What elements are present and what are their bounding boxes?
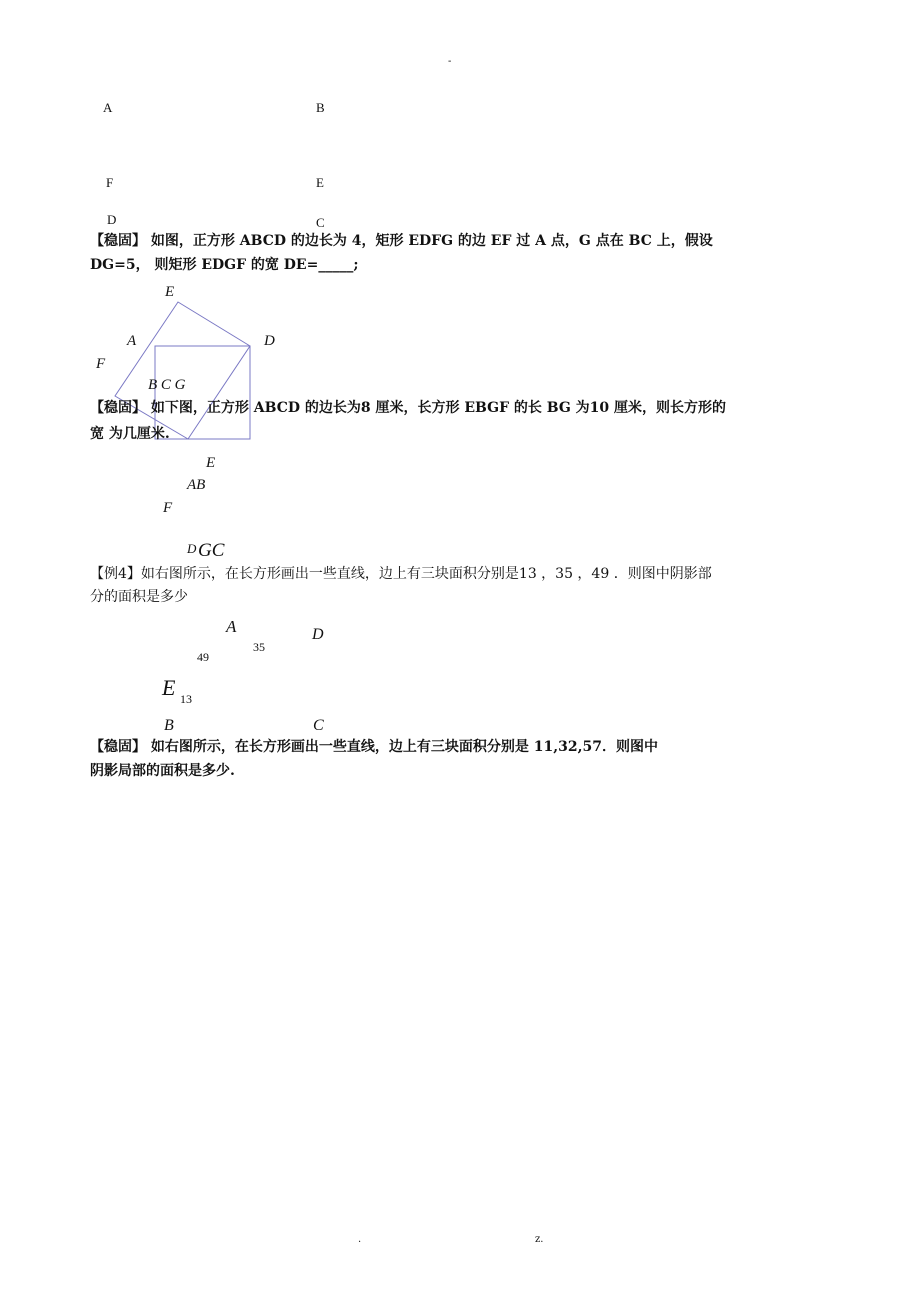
label-a: A <box>127 333 137 349</box>
label-b: B <box>316 100 325 115</box>
area-13: 13 <box>180 692 192 706</box>
problem-1-line-1: 【稳固】 如图，正方形 ABCD 的边长为 4，矩形 EDFG 的边 EF 过 A 点，G 点在 BC 上，假设 <box>90 233 713 249</box>
footer-right: z. <box>535 1234 544 1245</box>
label-c: C <box>313 717 324 734</box>
label-ab: AB <box>187 477 206 493</box>
label-c: C <box>316 215 325 230</box>
label-e: E <box>165 284 175 300</box>
area-49: 49 <box>197 650 209 664</box>
footer-left: . <box>358 1234 362 1245</box>
label-b: B <box>164 717 174 734</box>
problem-1-line-2: DG=5， 则矩形 EDGF 的宽 DE=_____; <box>90 257 359 273</box>
label-f: F <box>163 500 173 516</box>
label-f: F <box>96 356 106 372</box>
example-4-line-1: 【例4】如右图所示，在长方形画出一些直线，边上有三块面积分别是13 ，35 ，49 ．则图中阴影部 <box>90 566 712 582</box>
label-bcg: B C G <box>148 377 186 393</box>
area-35: 35 <box>253 640 265 654</box>
label-d: D <box>107 212 117 227</box>
problem-2-line-1: 【稳固】 如下图，正方形 ABCD 的边长为8 厘米，长方形 EBGF 的长 BG 为10 厘米，则长方形的 <box>90 400 727 416</box>
problem-2-line-2: 宽 为几厘米. <box>90 426 170 442</box>
problem-3-line-1: 【稳固】 如右图所示，在长方形画出一些直线，边上有三块面积分别是 11,32,57．则图中 <box>90 739 658 755</box>
label-e: E <box>316 175 324 190</box>
header-mark: - <box>448 56 452 67</box>
label-d: D <box>187 541 197 556</box>
label-a: A <box>226 617 237 636</box>
label-a: A <box>103 100 113 115</box>
label-f: F <box>106 175 114 190</box>
label-d: D <box>312 626 324 643</box>
problem-3-line-2: 阴影局部的面积是多少. <box>90 763 235 779</box>
label-gc: GC <box>198 540 225 561</box>
example-4-line-2: 分的面积是多少 <box>90 589 188 605</box>
label-e: E <box>162 675 176 700</box>
label-d: D <box>264 333 275 349</box>
label-e: E <box>206 455 216 471</box>
